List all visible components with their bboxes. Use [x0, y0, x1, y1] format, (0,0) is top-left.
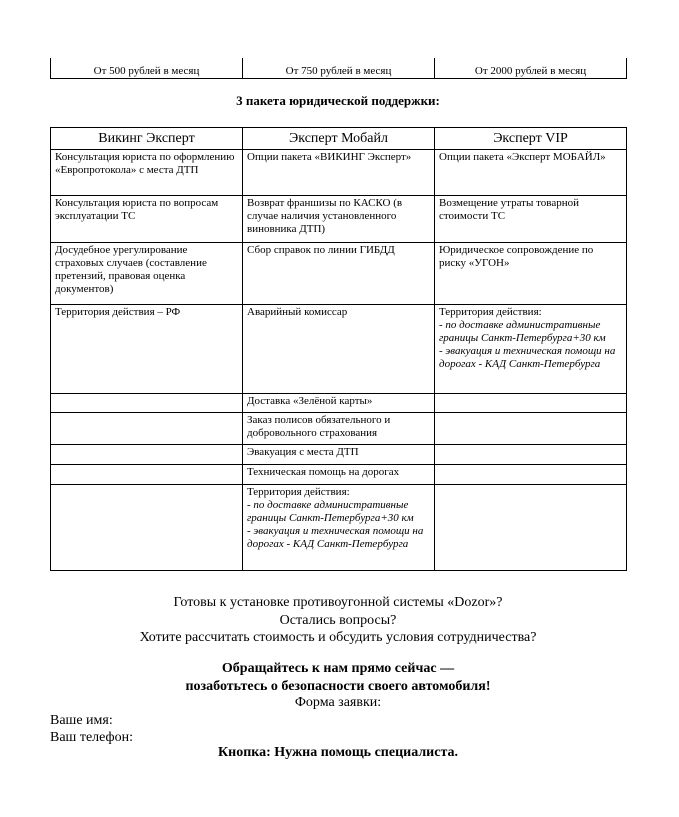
- price-row: [51, 58, 627, 79]
- table-row: [51, 413, 627, 445]
- territory-mobile-line: - эвакуация и техническая помощи на дорогах - КАД Санкт-Петербурга: [247, 525, 424, 550]
- table-row: [51, 150, 627, 196]
- table-cell: Досудебное урегулирование страховых случаев (составление претензий, правовая оценка документов): [51, 243, 243, 305]
- table-cell: Юридическое сопровождение по риску «УГОН»: [435, 243, 627, 305]
- territory-vip-line: - по доставке административные границы Санкт-Петербурга+30 км: [439, 319, 606, 344]
- table-cell: [51, 413, 243, 445]
- table-cell: Возврат франшизы по КАСКО (в случае наличия установленного виновника ДТП): [243, 196, 435, 243]
- price-table: [50, 58, 627, 79]
- table-cell: Заказ полисов обязательного и добровольного страхования: [243, 413, 435, 445]
- table-row: [51, 465, 627, 485]
- packages-header-row: [51, 128, 627, 150]
- table-cell: [51, 445, 243, 465]
- table-cell: [51, 465, 243, 485]
- table-cell: Опции пакета «ВИКИНГ Эксперт»: [243, 150, 435, 196]
- price-vip: От 2000 рублей в месяц: [435, 58, 627, 79]
- table-cell: Доставка «Зелёной карты»: [243, 394, 435, 413]
- table-cell: [435, 413, 627, 445]
- header-expert-vip: Эксперт VIP: [435, 128, 627, 150]
- form-title: Форма заявки:: [294, 695, 382, 710]
- territory-vip-title: Территория действия:: [439, 306, 542, 318]
- table-row: [51, 196, 627, 243]
- table-row: [51, 394, 627, 413]
- table-cell: [435, 485, 627, 571]
- question-dozor: Готовы к установке противоугонной системы «Dozor»?: [173, 595, 503, 610]
- table-cell: Возмещение утраты товарной стоимости ТС: [435, 196, 627, 243]
- phone-field-label[interactable]: Ваш телефон:: [50, 730, 133, 745]
- table-cell: Техническая помощь на дорогах: [243, 465, 435, 485]
- cta-line-2: позаботьтесь о безопасности своего автомобиля!: [185, 679, 491, 694]
- table-cell: [435, 445, 627, 465]
- territory-mobile-cell: [243, 485, 435, 571]
- table-cell: [435, 465, 627, 485]
- header-viking-expert: Викинг Эксперт: [51, 128, 243, 150]
- table-row: [51, 445, 627, 465]
- table-cell: Опции пакета «Эксперт МОБАЙЛ»: [435, 150, 627, 196]
- price-mobile: От 750 рублей в месяц: [243, 58, 435, 79]
- table-cell: [51, 485, 243, 571]
- table-cell: [51, 394, 243, 413]
- cta-line-1: Обращайтесь к нам прямо сейчас —: [221, 661, 455, 676]
- section-heading: 3 пакета юридической поддержки:: [236, 93, 440, 108]
- territory-mobile-title: Территория действия:: [247, 486, 350, 498]
- help-button[interactable]: Кнопка: Нужна помощь специалиста.: [217, 745, 459, 760]
- table-cell: Аварийный комиссар: [243, 305, 435, 394]
- table-cell: Эвакуация с места ДТП: [243, 445, 435, 465]
- territory-vip-line: - эвакуация и техническая помощи на дорогах - КАД Санкт-Петербурга: [439, 345, 616, 370]
- price-viking: От 500 рублей в месяц: [51, 58, 243, 79]
- name-field-label[interactable]: Ваше имя:: [50, 713, 113, 728]
- territory-mobile-line: - по доставке административные границы Санкт-Петербурга+30 км: [247, 499, 414, 524]
- table-row: [51, 305, 627, 394]
- table-cell: Консультация юриста по оформлению «Европротокола» с места ДТП: [51, 150, 243, 196]
- packages-table: [50, 127, 627, 571]
- territory-vip-cell: [435, 305, 627, 394]
- table-row: [51, 485, 627, 571]
- table-cell: Консультация юриста по вопросам эксплуатации ТС: [51, 196, 243, 243]
- table-cell: Сбор справок по линии ГИБДД: [243, 243, 435, 305]
- table-row: [51, 243, 627, 305]
- question-cost: Хотите рассчитать стоимость и обсудить условия сотрудничества?: [139, 630, 537, 645]
- header-expert-mobile: Эксперт Мобайл: [243, 128, 435, 150]
- question-left: Остались вопросы?: [279, 613, 397, 628]
- table-cell: Территория действия – РФ: [51, 305, 243, 394]
- table-cell: [435, 394, 627, 413]
